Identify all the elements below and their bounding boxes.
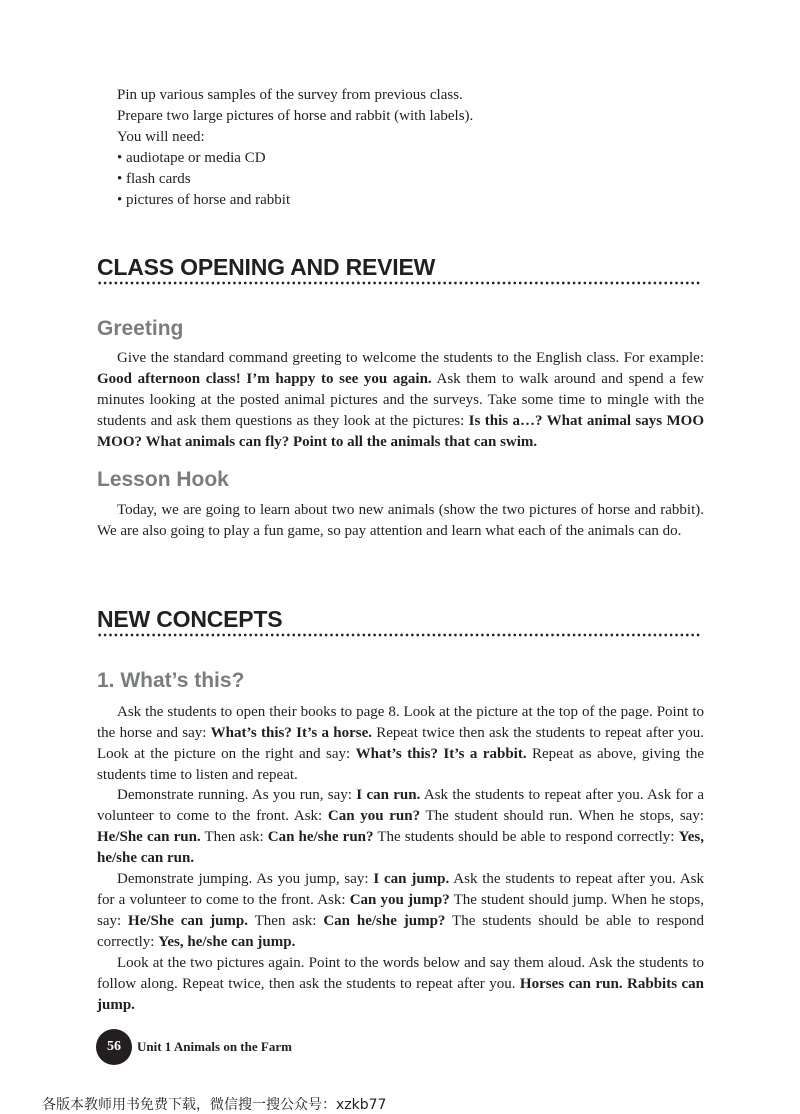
lesson-hook-paragraph <box>97 500 704 542</box>
subheading-lesson-hook: Lesson Hook <box>97 468 229 491</box>
example-phrase: Is this a…? What animal says MOO MOO? What animals can fly? Point to all the animals that can swim. <box>97 413 704 450</box>
instruction-paragraph <box>97 702 704 786</box>
text-run: Then ask: <box>248 913 324 929</box>
text-run: Ask the students to open their books to page 8. Look at the picture at the top of the page. Point to the horse and say: <box>97 704 704 741</box>
example-phrase: What’s this? It’s a horse. <box>210 725 372 741</box>
text-run: Repeat as above, giving the students time to listen and repeat. <box>97 746 705 783</box>
text-run: Demonstrate jumping. As you jump, say: <box>117 871 374 887</box>
greeting-paragraph <box>97 348 704 453</box>
example-phrase: Can he/she jump? <box>323 913 446 929</box>
preparation-line: Pin up various samples of the survey from previous class. <box>117 87 463 103</box>
subheading-whats-this: 1. What’s this? <box>97 669 245 692</box>
instruction-paragraph <box>97 953 704 1016</box>
page-number-badge: 56 <box>96 1029 132 1065</box>
example-phrase: Horses can run. Rabbits can jump. <box>97 976 704 1013</box>
text-run: The students should be able to respond correctly: <box>97 913 705 950</box>
text-run: Ask the students to repeat after you. Ask for a volunteer to come to the front. Ask: <box>97 787 704 824</box>
instruction-paragraph <box>97 785 704 869</box>
text-run: Today, we are going to learn about two new animals (show the two pictures of horse and rabbit). We are also going to play a fun game, so pay attention and learn what each of the animals can do. <box>97 502 704 539</box>
example-phrase: Good afternoon class! I’m happy to see you again. <box>97 371 432 387</box>
dotted-rule <box>97 633 700 637</box>
materials-list-item: • pictures of horse and rabbit <box>117 192 291 208</box>
preparation-block <box>117 85 717 211</box>
example-phrase: Can you jump? <box>349 892 450 908</box>
subheading-greeting: Greeting <box>97 317 184 340</box>
watermark-text: 各版本教师用书免费下载，微信搜一搜公众号：xzkb77 <box>42 1097 387 1113</box>
text-run: Give the standard command greeting to welcome the students to the English class. For example: <box>117 350 704 366</box>
example-phrase: He/She can run. <box>97 829 201 845</box>
text-run: The students should be able to respond correctly: <box>373 829 679 845</box>
example-phrase: Can you run? <box>327 808 421 824</box>
text-run: Look at the two pictures again. Point to the words below and say them aloud. Ask the students to follow along. Repeat twice, then ask the students to repeat after you. <box>97 955 704 992</box>
materials-list-item: • audiotape or media CD <box>117 150 266 166</box>
text-run: The student should jump. When he stops, say: <box>97 892 705 929</box>
example-phrase: Yes, he/she can run. <box>97 829 704 866</box>
text-run: Then ask: <box>200 829 268 845</box>
section-heading-text: CLASS OPENING AND REVIEW <box>97 254 436 280</box>
section-heading-class-opening <box>97 254 700 281</box>
preparation-line: Prepare two large pictures of horse and rabbit (with labels). <box>117 108 474 124</box>
example-phrase: Yes, he/she can jump. <box>158 934 296 950</box>
text-run: The student should run. When he stops, say: <box>420 808 704 824</box>
dotted-rule <box>97 281 700 285</box>
materials-list-item: • flash cards <box>117 171 191 187</box>
instruction-paragraph <box>97 869 704 953</box>
running-footer: Unit 1 Animals on the Farm <box>137 1039 292 1054</box>
text-run: Repeat twice then ask the students to repeat after you. Look at the picture on the right and say: <box>97 725 704 762</box>
example-phrase: Can he/she run? <box>267 829 374 845</box>
example-phrase: He/She can jump. <box>128 913 249 929</box>
example-phrase: What’s this? It’s a rabbit. <box>355 746 527 762</box>
example-phrase: I can run. <box>356 787 421 803</box>
section-heading-new-concepts <box>97 606 700 633</box>
text-run: Ask them to walk around and spend a few minutes looking at the posted animal pictures and the surveys. Take some time to mingle with the students and ask them questions as they look at the pictures: <box>97 371 705 429</box>
preparation-line: You will need: <box>117 129 205 145</box>
text-run: Ask the students to repeat after you. Ask for a volunteer to come to the front. Ask: <box>97 871 705 908</box>
section-heading-text: NEW CONCEPTS <box>97 606 283 632</box>
text-run: Demonstrate running. As you run, say: <box>117 787 357 803</box>
example-phrase: I can jump. <box>373 871 450 887</box>
